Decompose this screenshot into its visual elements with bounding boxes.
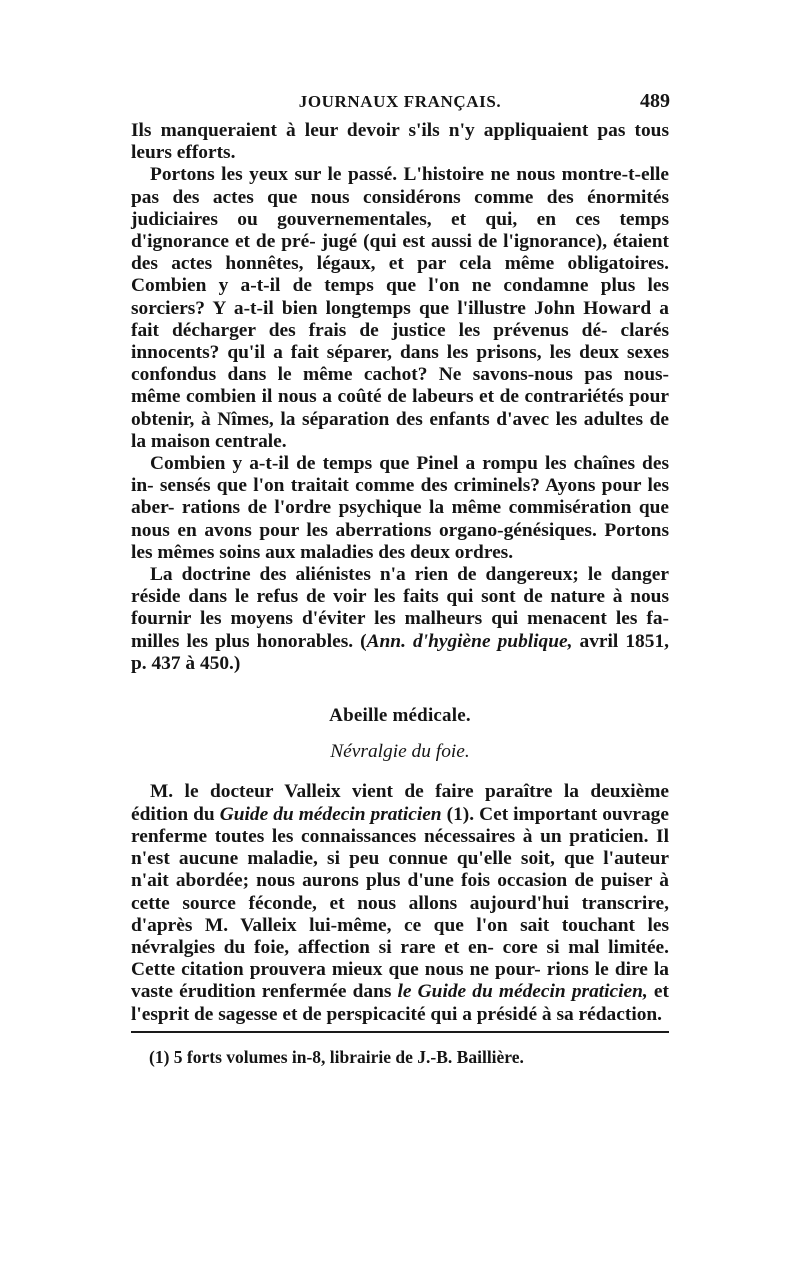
section-heading: Abeille médicale.: [329, 705, 471, 727]
body-text: [131, 120, 669, 1026]
paragraph-1: Ils manqueraient à leur devoir s'ils n'y appliquaient pas tous leurs efforts.: [131, 120, 669, 164]
paragraph-5-c: (1). Cet important ouvrage renferme toutes les connaissances nécessaires à un praticien. Il n'est aucune maladie, si peu connue qu'elle soit, que l'auteur n'ait abordée; nous aurons plus d'une fois occasion de puiser à cette source féconde, et nous allons aujourd'hui transcrire, d'après M. Valleix lui-même, ce que l'on sait touchant les névralgies du foie, affection si rare et en- core si mal limitée. Cette citation prouvera mieux que nous ne pour- rions le dire la vaste érudition renfermée dans: [131, 803, 669, 1003]
paragraph-4: [131, 564, 669, 675]
page-number: 489: [640, 90, 670, 112]
footnote-rule: [131, 1031, 669, 1033]
citation-journal: Ann. d'hygiène publique,: [366, 630, 573, 652]
book-title-italic-2: le Guide du médecin praticien,: [397, 981, 648, 1003]
section-subheading: Névralgie du foie.: [330, 741, 470, 763]
paragraph-5-e: et l'esprit de sagesse et de perspicacité qui a présidé à sa rédaction.: [131, 981, 669, 1025]
paragraph-5-a: M. le docteur Valleix vient de faire paraître la deuxième édition du: [131, 781, 669, 825]
paragraph-2: Portons les yeux sur le passé. L'histoire ne nous montre-t-elle pas des actes que nous considérons comme des énormités judiciaires ou gouvernementales, et qui, en ces temps d'ignorance et de pré- jugé (qui est aussi de l'ignorance), étaient des actes honnêtes, légaux, et par cela même obligatoires. Combien y a-t-il de temps que l'on ne condamne plus les sorciers? Y a-t-il bien longtemps que l'illustre John Howard a fait décharger des frais de justice les prévenus dé- clarés innocents? qu'il a fait séparer, dans les prisons, les deux sexes confondus dans le même cachot? Ne savons-nous pas nous- même combien il nous a coûté de labeurs et de contrariétés pour obtenir, à Nîmes, la séparation des enfants d'avec les adultes de la maison centrale.: [131, 164, 669, 452]
running-title: JOURNAUX FRANÇAIS.: [298, 92, 502, 111]
paragraph-5: [131, 781, 669, 1025]
paragraph-4-end: avril 1851, p. 437 à 450.): [131, 630, 669, 674]
footnote: (1) 5 forts volumes in-8, librairie de J.-B. Baillière.: [149, 1047, 524, 1067]
running-head: [130, 92, 670, 118]
book-title-italic: Guide du médecin praticien: [219, 803, 442, 825]
paragraph-3: Combien y a-t-il de temps que Pinel a rompu les chaînes des in- sensés que l'on traitait comme des criminels? Ayons pour les aber- rations de l'ordre psychique la même commisération que nous en avons pour les aberrations organo-génésiques. Portons les mêmes soins aux maladies des deux ordres.: [131, 453, 669, 563]
paragraph-4-text: La doctrine des aliénistes n'a rien de dangereux; le danger réside dans le refus de voir les faits qui sont de nature à nous fournir les moyens d'éviter les malheurs qui menacent les fa- milles les plus honorables. (: [131, 564, 669, 652]
